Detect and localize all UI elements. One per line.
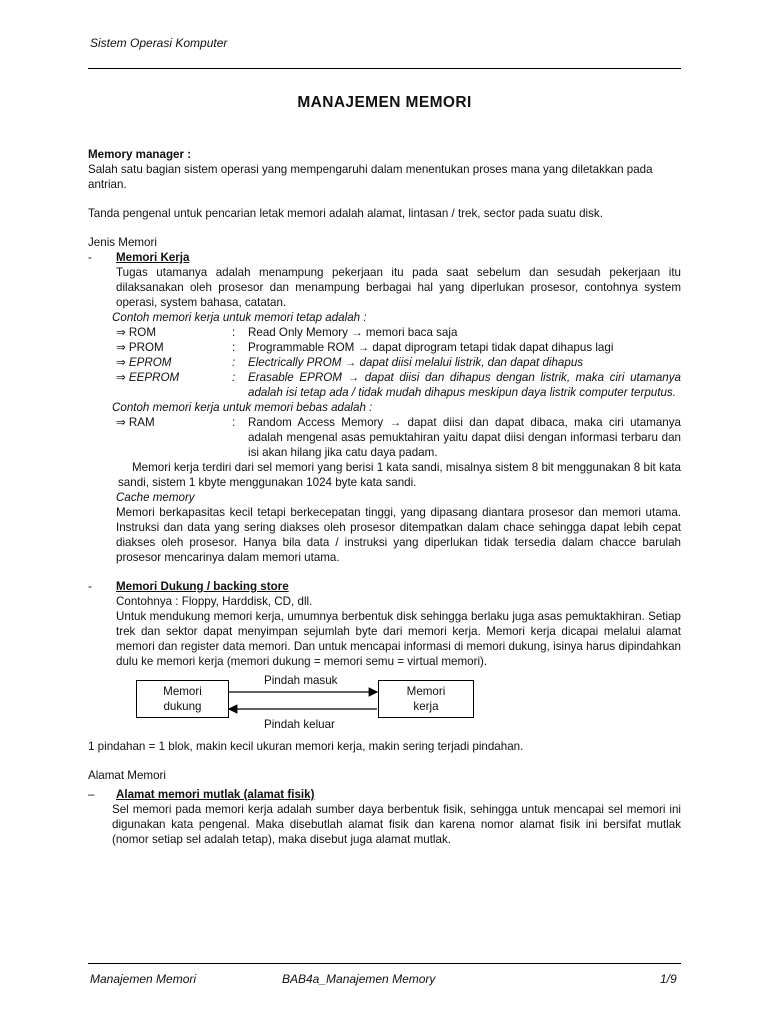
def-row-prom	[116, 340, 681, 355]
arrow-label-keluar: Pindah keluar	[264, 718, 335, 731]
memory-manager-heading: Memory manager :	[88, 148, 192, 161]
alamat-mutlak-title: Alamat memori mutlak (alamat fisik)	[116, 788, 315, 801]
swap-diagram	[88, 675, 681, 731]
def-term: ⇒ ROM	[116, 326, 156, 339]
def-colon: :	[232, 371, 236, 384]
footer-left: Manajemen Memori	[90, 972, 197, 986]
bullet-dash: -	[88, 251, 92, 264]
memori-dukung-examples: Contohnya : Floppy, Harddisk, CD, dll.	[116, 595, 313, 608]
swap-note: 1 pindahan = 1 blok, makin kecil ukuran memori kerja, makin sering terjadi pindahan.	[88, 740, 524, 753]
free-memory-list	[88, 415, 681, 460]
arrow-label-masuk: Pindah masuk	[264, 674, 338, 687]
def-text: Erasable EPROM → dapat diisi dan dihapus dengan listrik, maka ciri utamanya adalah isi tetap ada / tidak mudah dihapus meskipun daya listrik computer terputus.	[248, 371, 681, 399]
memori-kerja-title: Memori Kerja	[116, 251, 190, 264]
box-label: Memori	[406, 685, 446, 698]
def-term: ⇒ EPROM	[116, 356, 172, 369]
def-row-rom	[116, 325, 681, 340]
alamat-mutlak-section	[88, 787, 681, 802]
memori-dukung-title: Memori Dukung / backing store	[116, 580, 289, 593]
def-colon: :	[232, 356, 236, 369]
footer-divider	[88, 963, 681, 964]
memori-dukung-section	[88, 579, 681, 669]
alamat-mutlak-text: Sel memori pada memori kerja adalah sumber daya berbentuk fisik, sehingga untuk mencapai sel memori ini digunakan kata pengenal. Maka disebutlah alamat fisik dan karena nomor alamat fisik ini bersifat mutlak (nomor setiap sel adalah tetap), maka disebut juga alamat mutlak.	[112, 803, 681, 846]
cache-heading: Cache memory	[116, 491, 195, 504]
def-term: ⇒ PROM	[116, 341, 164, 354]
def-text: Random Access Memory → dapat diisi dan dapat dibaca, maka ciri utamanya adalah mengenal asas pemuktahiran yaitu dapat diisi dengan informasi terbaru dan isi akan hilang jika catu daya padam.	[248, 416, 681, 459]
def-colon: :	[232, 341, 236, 354]
bullet-dash: -	[88, 580, 92, 593]
page-number: 1/9	[660, 972, 677, 986]
memory-manager-text: Salah satu bagian sistem operasi yang mempengaruhi dalam menentukan proses mana yang diletakkan pada antrian.	[88, 163, 653, 191]
footer-middle: BAB4a_Manajemen Memory	[282, 972, 436, 986]
header-divider	[88, 68, 681, 69]
box-label: dukung	[163, 700, 202, 713]
box-label: Memori	[163, 685, 202, 698]
word-note: Memori kerja terdiri dari sel memori yang berisi 1 kata sandi, misalnya sistem 8 bit menggunakan 8 bit kata sandi, sistem 1 kbyte menggunakan 1024 byte kata sandi.	[118, 461, 681, 489]
def-text: Programmable ROM → dapat diprogram tetapi tidak dapat dihapus lagi	[248, 341, 614, 354]
def-text: Electrically PROM → dapat diisi melalui listrik, dan dapat dihapus	[248, 356, 584, 369]
fixed-memory-list	[88, 325, 681, 400]
def-row-eprom	[116, 355, 681, 370]
memori-kerja-section	[88, 250, 681, 310]
box-label: kerja	[413, 700, 439, 713]
free-memory-intro: Contoh memori kerja untuk memori bebas adalah :	[112, 401, 373, 414]
box-memori-kerja	[378, 680, 474, 718]
def-text: Read Only Memory → memori baca saja	[248, 326, 458, 339]
def-term: ⇒ RAM	[116, 416, 155, 429]
cache-text: Memori berkapasitas kecil tetapi berkecepatan tinggi, yang dipasang diantara prosesor dan memori utama. Instruksi dan data yang sering diakses oleh prosesor ditempatkan dalam chace sehingga dapat lebih cepat diakses oleh prosesor. Hanya bila data / instruksi yang diperlukan tidak tersedia dalam chacce barulah prosesor mencarinya dalam memori utama.	[116, 506, 681, 564]
def-term: ⇒ EEPROM	[116, 371, 180, 384]
running-header: Sistem Operasi Komputer	[90, 36, 228, 50]
alamat-memori-heading: Alamat Memori	[88, 769, 166, 782]
jenis-memori-heading: Jenis Memori	[88, 236, 157, 249]
memori-dukung-desc: Untuk mendukung memori kerja, umumnya berbentuk disk sehingga berlaku juga asas pemuktakhiran. Setiap trek dan sektor dapat menyimpan sejumlah byte dari memori kerja. Memori kerja dicapai melalui alamat memori dan register data memori. Dan untuk mencapai informasi di memori dukung, isinya harus dipindahkan dulu ke memori kerja (memori dukung = memori semu = virtual memori).	[116, 610, 681, 668]
memori-kerja-desc: Tugas utamanya adalah menampung pekerjaan itu pada saat sebelum dan sesudah pekerjaan itu dilaksanakan oleh prosesor dan menampung berbagai hal yang diperlukan prosesor, contohnya system operasi, system bahasa, catatan.	[116, 266, 681, 309]
def-colon: :	[232, 326, 236, 339]
bullet-dash: –	[88, 788, 95, 801]
document-body	[88, 147, 681, 847]
def-row-ram	[116, 415, 681, 460]
page-title: MANAJEMEN MEMORI	[297, 94, 472, 111]
box-memori-dukung	[136, 680, 229, 718]
def-row-eeprom	[116, 370, 681, 400]
fixed-memory-intro: Contoh memori kerja untuk memori tetap adalah :	[112, 311, 367, 324]
address-note: Tanda pengenal untuk pencarian letak memori adalah alamat, lintasan / trek, sector pada suatu disk.	[88, 207, 603, 220]
def-colon: :	[232, 416, 236, 429]
